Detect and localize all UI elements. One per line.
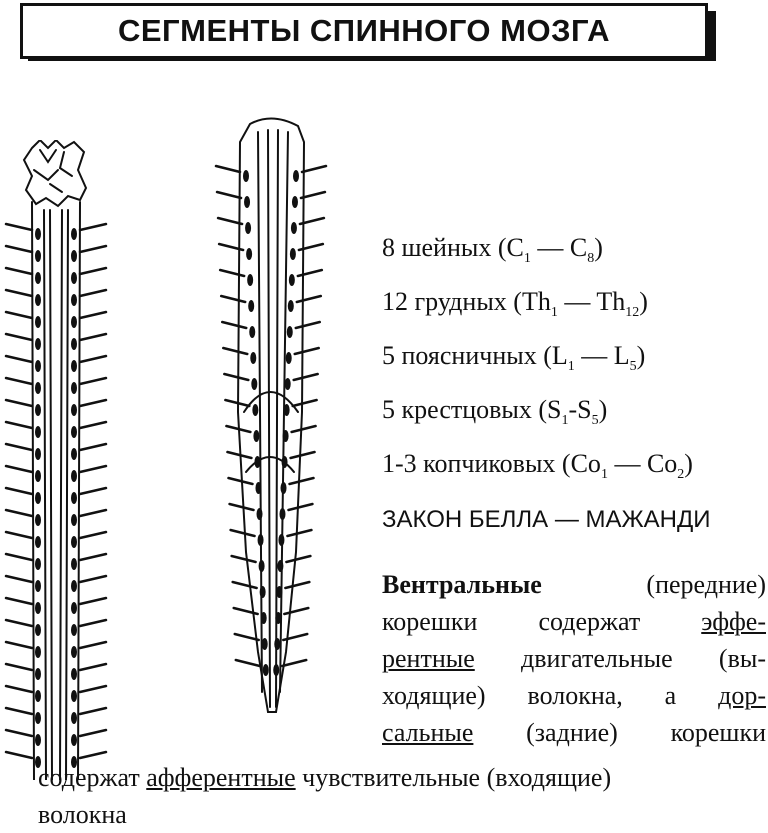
ganglion-mark — [35, 690, 41, 702]
ganglion-mark — [35, 316, 41, 328]
ganglion-mark — [35, 646, 41, 658]
ganglion-mark — [290, 248, 296, 260]
spinal-cord-illustration-right — [210, 112, 332, 717]
ganglion-mark — [35, 624, 41, 636]
ganglion-mark — [71, 360, 77, 372]
nerve-root-right — [80, 598, 106, 604]
ganglion-mark — [286, 352, 292, 364]
ganglion-mark — [71, 470, 77, 482]
nerve-root-left — [236, 660, 260, 666]
nerve-root-right — [80, 334, 106, 340]
para-line: корешки содержат эффе- — [382, 607, 766, 636]
nerve-root-left — [6, 356, 32, 362]
law-paragraph — [382, 566, 766, 751]
ganglion-mark — [274, 638, 280, 650]
ganglion-mark — [263, 664, 269, 676]
bottom-line: волокна — [38, 800, 127, 829]
ganglion-mark — [292, 196, 298, 208]
nerve-root-left — [6, 246, 32, 252]
ganglion-mark — [71, 712, 77, 724]
nerve-root-right — [80, 400, 106, 406]
ganglion-mark — [245, 222, 251, 234]
ganglion-mark — [257, 508, 263, 520]
ganglion-mark — [276, 586, 282, 598]
page-title: СЕГМЕНТЫ СПИННОГО МОЗГА — [20, 3, 708, 59]
term-efferent: эффе- — [701, 607, 766, 636]
ganglion-mark — [258, 534, 264, 546]
ganglion-mark — [35, 712, 41, 724]
nerve-root-right — [80, 246, 106, 252]
nerve-root-left — [6, 290, 32, 296]
ganglion-mark — [35, 514, 41, 526]
nerve-root-right — [80, 730, 106, 736]
ganglion-mark — [255, 482, 261, 494]
ganglion-mark — [284, 404, 290, 416]
ganglion-mark — [252, 404, 258, 416]
term-dorsal-cont: сальные — [382, 718, 474, 747]
ganglion-mark — [247, 274, 253, 286]
nerve-root-right — [80, 378, 106, 384]
law-heading: ЗАКОН БЕЛЛА — МАЖАНДИ — [382, 506, 711, 533]
nerve-root-right — [80, 356, 106, 362]
ganglion-mark — [35, 426, 41, 438]
para-line: сальные (задние) корешки — [382, 718, 766, 747]
title-banner — [20, 3, 720, 67]
nerve-root-right — [80, 466, 106, 472]
nerve-root-right — [80, 510, 106, 516]
ganglion-mark — [287, 326, 293, 338]
ganglion-mark — [35, 294, 41, 306]
ganglion-mark — [71, 690, 77, 702]
nerve-root-left — [6, 312, 32, 318]
ganglion-mark — [71, 316, 77, 328]
nerve-root-left — [6, 708, 32, 714]
nerve-root-right — [80, 752, 106, 758]
ganglion-mark — [71, 492, 77, 504]
ganglion-mark — [71, 602, 77, 614]
spinal-cord-illustration-left — [0, 140, 112, 780]
ganglion-mark — [35, 272, 41, 284]
ganglion-mark — [71, 734, 77, 746]
ganglion-mark — [243, 170, 249, 182]
nerve-root-right — [80, 532, 106, 538]
nerve-root-left — [6, 488, 32, 494]
ganglion-mark — [71, 646, 77, 658]
ganglion-mark — [35, 448, 41, 460]
nerve-root-right — [80, 576, 106, 582]
nerve-root-left — [6, 422, 32, 428]
nerve-root-right — [80, 312, 106, 318]
ganglion-mark — [71, 294, 77, 306]
ganglion-mark — [260, 586, 266, 598]
ganglion-mark — [244, 196, 250, 208]
ganglion-mark — [35, 470, 41, 482]
ganglion-mark — [279, 508, 285, 520]
ganglion-mark — [285, 378, 291, 390]
ganglion-mark — [71, 580, 77, 592]
nerve-root-right — [80, 444, 106, 450]
ganglion-mark — [275, 612, 281, 624]
ganglion-mark — [277, 560, 283, 572]
ganglion-mark — [283, 430, 289, 442]
nerve-root-left — [6, 620, 32, 626]
ganglion-mark — [35, 558, 41, 570]
ganglion-mark — [35, 338, 41, 350]
nerve-root-left — [6, 664, 32, 670]
ganglion-mark — [71, 514, 77, 526]
ganglion-mark — [35, 250, 41, 262]
para-line: рентные двигательные (вы- — [382, 644, 766, 673]
ganglion-mark — [250, 352, 256, 364]
nerve-root-right — [80, 664, 106, 670]
nerve-root-left — [6, 752, 32, 758]
segment-thoracic: 12 грудных ($Th_1$ — $Th_{12}$) — [382, 287, 648, 321]
ganglion-mark — [35, 602, 41, 614]
ganglion-mark — [71, 448, 77, 460]
ganglion-mark — [254, 456, 260, 468]
nerve-root-left — [6, 510, 32, 516]
nerve-root-right — [302, 166, 326, 172]
ganglion-mark — [282, 456, 288, 468]
ganglion-mark — [248, 300, 254, 312]
ganglion-mark — [35, 492, 41, 504]
term-dorsal: дор- — [718, 681, 766, 710]
term-ventral: Вентральные — [382, 570, 542, 599]
ganglion-mark — [253, 430, 259, 442]
nerve-root-right — [80, 422, 106, 428]
ganglion-mark — [71, 426, 77, 438]
ganglion-mark — [35, 382, 41, 394]
ganglion-mark — [71, 228, 77, 240]
ganglion-mark — [246, 248, 252, 260]
ganglion-mark — [71, 668, 77, 680]
term-efferent-cont: рентные — [382, 644, 475, 673]
ganglion-mark — [35, 668, 41, 680]
para-line: ходящие) волокна, а дор- — [382, 681, 766, 710]
nerve-root-left — [6, 686, 32, 692]
para-line: Вентральные (передние) — [382, 570, 766, 599]
nerve-root-right — [80, 224, 106, 230]
nerve-root-right — [282, 660, 306, 666]
nerve-root-left — [6, 444, 32, 450]
nerve-root-right — [80, 642, 106, 648]
nerve-root-right — [80, 488, 106, 494]
ganglion-mark — [71, 250, 77, 262]
ganglion-mark — [278, 534, 284, 546]
ganglion-mark — [289, 274, 295, 286]
nerve-root-left — [6, 466, 32, 472]
nerve-root-left — [6, 334, 32, 340]
ganglion-mark — [293, 170, 299, 182]
nerve-root-right — [80, 268, 106, 274]
ganglion-mark — [71, 536, 77, 548]
ganglion-mark — [71, 382, 77, 394]
nerve-root-left — [217, 192, 241, 198]
nerve-root-left — [6, 224, 32, 230]
ganglion-mark — [288, 300, 294, 312]
nerve-root-left — [6, 378, 32, 384]
ganglion-mark — [71, 558, 77, 570]
nerve-root-left — [6, 400, 32, 406]
nerve-root-left — [216, 166, 240, 172]
ganglion-mark — [71, 338, 77, 350]
ganglion-mark — [35, 228, 41, 240]
ganglion-mark — [259, 560, 265, 572]
ganglion-mark — [261, 612, 267, 624]
ganglion-mark — [262, 638, 268, 650]
ganglion-mark — [281, 482, 287, 494]
segment-list — [382, 228, 762, 498]
ganglion-mark — [35, 536, 41, 548]
ganglion-mark — [249, 326, 255, 338]
nerve-root-right — [80, 554, 106, 560]
ganglion-mark — [71, 624, 77, 636]
nerve-root-left — [6, 598, 32, 604]
nerve-root-left — [6, 576, 32, 582]
ganglion-mark — [35, 360, 41, 372]
ganglion-mark — [35, 734, 41, 746]
nerve-root-right — [80, 686, 106, 692]
segment-lumbar: 5 поясничных ($L_1$ — $L_5$) — [382, 341, 646, 375]
nerve-root-right — [80, 708, 106, 714]
ganglion-mark — [291, 222, 297, 234]
nerve-root-left — [6, 268, 32, 274]
ganglion-mark — [35, 580, 41, 592]
segment-coccygeal: 1-3 копчиковых ($Co_1$ — $Co_2$) — [382, 449, 693, 483]
ganglion-mark — [35, 404, 41, 416]
ganglion-mark — [71, 272, 77, 284]
nerve-root-left — [6, 730, 32, 736]
nerve-root-left — [6, 532, 32, 538]
segment-sacral: 5 крестцовых $(S_1-S_5)$ — [382, 395, 608, 429]
bottom-line: содержат афферентные чувствительные (входящие) — [38, 763, 612, 792]
nerve-root-left — [6, 554, 32, 560]
ganglion-mark — [273, 664, 279, 676]
nerve-root-right — [80, 620, 106, 626]
nerve-root-left — [6, 642, 32, 648]
nerve-root-right — [80, 290, 106, 296]
term-afferent: афферентные — [146, 763, 296, 792]
segment-cervical: 8 шейных ($C_1$ — $C_8$) — [382, 233, 603, 267]
ganglion-mark — [251, 378, 257, 390]
ganglion-mark — [71, 404, 77, 416]
